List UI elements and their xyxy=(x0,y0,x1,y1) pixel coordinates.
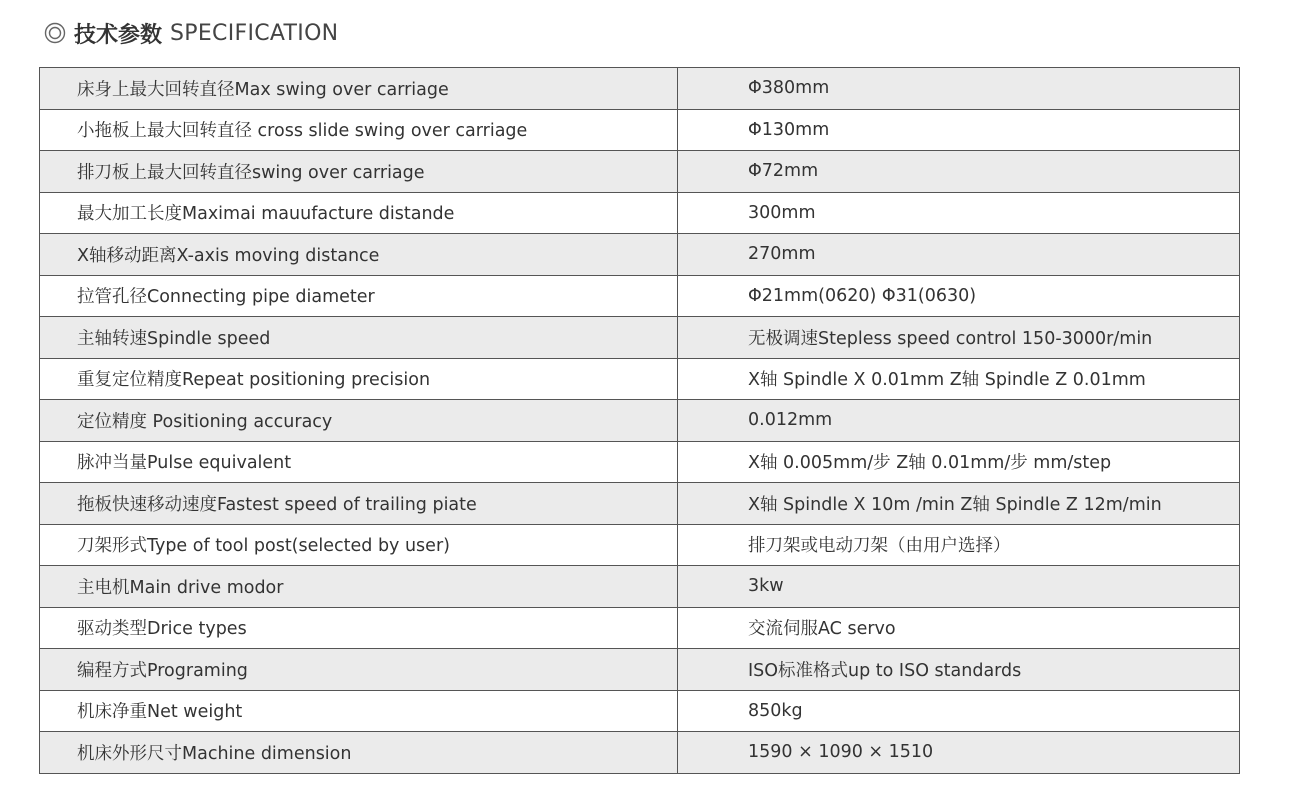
spec-label: 重复定位精度Repeat positioning precision xyxy=(40,358,678,400)
table-row xyxy=(40,68,1240,110)
spec-value: X轴 Spindle X 10m /min Z轴 Spindle Z 12m/min xyxy=(678,483,1240,525)
table-row xyxy=(40,732,1240,774)
spec-value: 排刀架或电动刀架（由用户选择） xyxy=(678,524,1240,566)
spec-value: Φ130mm xyxy=(678,109,1240,151)
table-row xyxy=(40,524,1240,566)
table-row xyxy=(40,441,1240,483)
specification-table-body xyxy=(40,68,1240,774)
table-row xyxy=(40,358,1240,400)
spec-value: ISO标准格式up to ISO standards xyxy=(678,649,1240,691)
spec-value: 300mm xyxy=(678,192,1240,234)
spec-label: 床身上最大回转直径Max swing over carriage xyxy=(40,68,678,110)
specification-table xyxy=(39,67,1240,774)
spec-value: Φ21mm(0620) Φ31(0630) xyxy=(678,275,1240,317)
spec-label: 刀架形式Type of tool post(selected by user) xyxy=(40,524,678,566)
spec-label: X轴移动距离X-axis moving distance xyxy=(40,234,678,276)
spec-label: 脉冲当量Pulse equivalent xyxy=(40,441,678,483)
table-row xyxy=(40,607,1240,649)
table-row xyxy=(40,566,1240,608)
table-row xyxy=(40,483,1240,525)
spec-value: 850kg xyxy=(678,690,1240,732)
section-title-cn: 技术参数 xyxy=(74,22,163,48)
spec-value: 交流伺服AC servo xyxy=(678,607,1240,649)
spec-value: 1590 × 1090 × 1510 xyxy=(678,732,1240,774)
spec-value: 0.012mm xyxy=(678,400,1240,442)
spec-value: Φ380mm xyxy=(678,68,1240,110)
spec-value: X轴 0.005mm/步 Z轴 0.01mm/步 mm/step xyxy=(678,441,1240,483)
table-row xyxy=(40,690,1240,732)
spec-label: 拉管孔径Connecting pipe diameter xyxy=(40,275,678,317)
table-row xyxy=(40,649,1240,691)
spec-value: Φ72mm xyxy=(678,151,1240,193)
double-circle-icon xyxy=(44,22,66,44)
spec-label: 定位精度 Positioning accuracy xyxy=(40,400,678,442)
spec-label: 机床外形尺寸Machine dimension xyxy=(40,732,678,774)
spec-label: 拖板快速移动速度Fastest speed of trailing piate xyxy=(40,483,678,525)
spec-label: 编程方式Programing xyxy=(40,649,678,691)
spec-value: 无极调速Stepless speed control 150-3000r/min xyxy=(678,317,1240,359)
table-row xyxy=(40,151,1240,193)
table-row xyxy=(40,109,1240,151)
spec-value: X轴 Spindle X 0.01mm Z轴 Spindle Z 0.01mm xyxy=(678,358,1240,400)
spec-label: 驱动类型Drice types xyxy=(40,607,678,649)
table-row xyxy=(40,400,1240,442)
table-row xyxy=(40,317,1240,359)
spec-label: 排刀板上最大回转直径swing over carriage xyxy=(40,151,678,193)
spec-value: 270mm xyxy=(678,234,1240,276)
spec-label: 主电机Main drive modor xyxy=(40,566,678,608)
spec-label: 小拖板上最大回转直径 cross slide swing over carriage xyxy=(40,109,678,151)
table-row xyxy=(40,234,1240,276)
section-title-en: SPECIFICATION xyxy=(170,20,339,46)
table-row xyxy=(40,275,1240,317)
spec-value: 3kw xyxy=(678,566,1240,608)
spec-label: 主轴转速Spindle speed xyxy=(40,317,678,359)
table-row xyxy=(40,192,1240,234)
spec-label: 机床净重Net weight xyxy=(40,690,678,732)
spec-label: 最大加工长度Maximai mauufacture distande xyxy=(40,192,678,234)
section-header xyxy=(44,17,338,49)
